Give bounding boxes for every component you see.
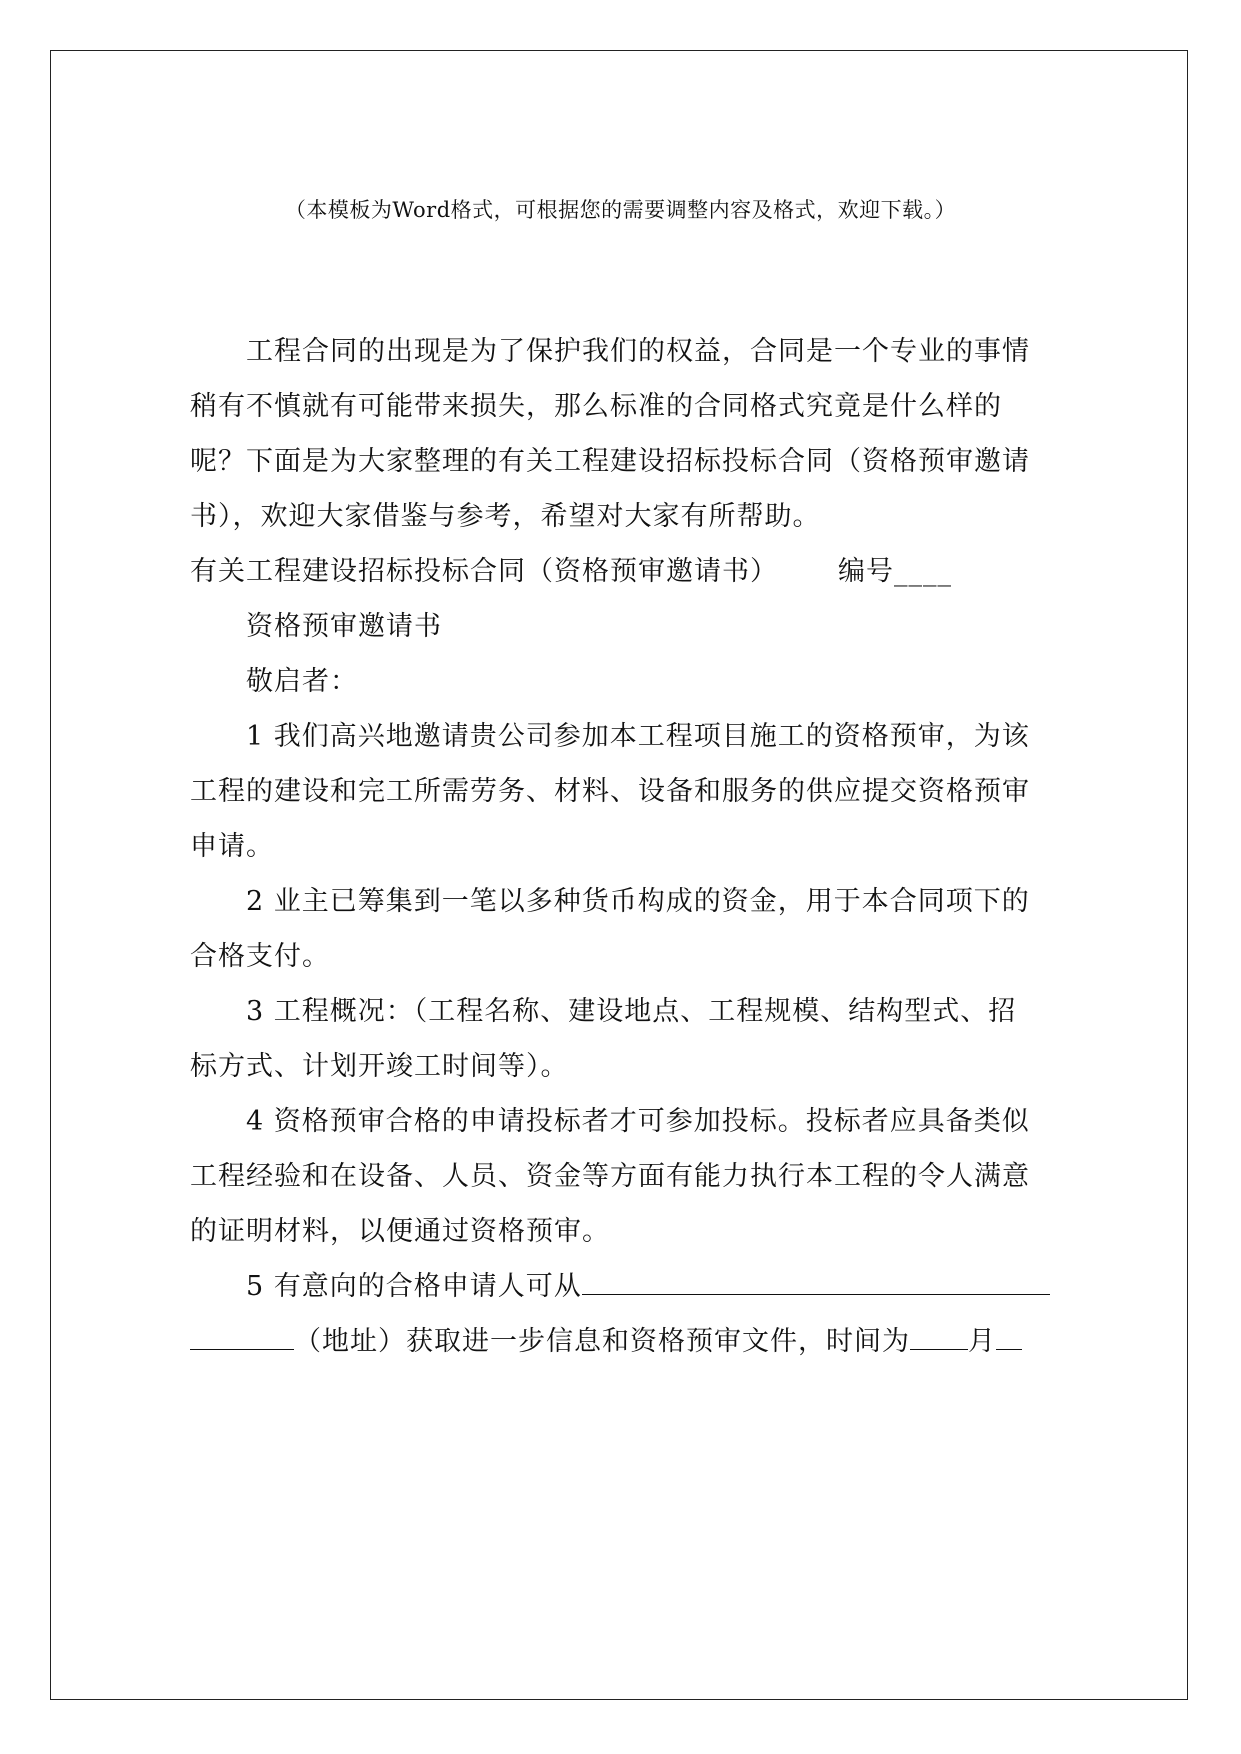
item2-line-1: 2 业主已筹集到一笔以多种货币构成的资金，用于本合同项下的 [246,886,1030,917]
heading: 资格预审邀请书 [246,611,442,642]
intro-line-1: 工程合同的出现是为了保护我们的权益，合同是一个专业的事情 [246,336,1030,367]
item1-line-3: 申请。 [190,831,274,862]
document-title: 有关工程建设招标投标合同（资格预审邀请书） [190,556,778,587]
item4-line-1: 4 资格预审合格的申请投标者才可参加投标。投标者应具备类似 [246,1106,1030,1137]
item1-line-2: 工程的建设和完工所需劳务、材料、设备和服务的供应提交资格预审 [190,776,1030,807]
intro-line-4: 书），欢迎大家借鉴与参考，希望对大家有所帮助。 [190,501,821,532]
item5-line-1-text: 5 有意向的合格申请人可从 [246,1271,582,1302]
item1-line-1: 1 我们高兴地邀请贵公司参加本工程项目施工的资格预审，为该 [246,721,1030,752]
item4-line-2: 工程经验和在设备、人员、资金等方面有能力执行本工程的令人满意 [190,1161,1030,1192]
intro-line-2: 稍有不慎就有可能带来损失，那么标准的合同格式究竟是什么样的 [190,391,1002,422]
document-title-line [190,552,1050,592]
salutation: 敬启者： [246,666,358,697]
day-blank [996,1323,1022,1350]
template-note: （本模板为Word格式，可根据您的需要调整内容及格式，欢迎下载。） [284,198,957,222]
address-blank-continued [190,1323,294,1350]
document-number: 编号____ [838,556,952,587]
address-blank [582,1268,1050,1295]
item4-line-3: 的证明材料，以便通过资格预审。 [190,1216,610,1247]
intro-line-3: 呢？下面是为大家整理的有关工程建设招标投标合同（资格预审邀请 [190,446,1030,477]
item3-line-2: 标方式、计划开竣工时间等）。 [190,1051,569,1082]
item5-line-1 [246,1267,1106,1307]
month-label: 月 [968,1326,996,1357]
item2-line-2: 合格支付。 [190,941,330,972]
page-border [50,50,1188,1700]
item3-line-1: 3 工程概况：（工程名称、建设地点、工程规模、结构型式、招 [246,996,1017,1027]
item5-line-2 [190,1322,1050,1362]
item5-line-2-text: （地址）获取进一步信息和资格预审文件，时间为 [294,1326,910,1357]
month-blank [910,1323,968,1350]
